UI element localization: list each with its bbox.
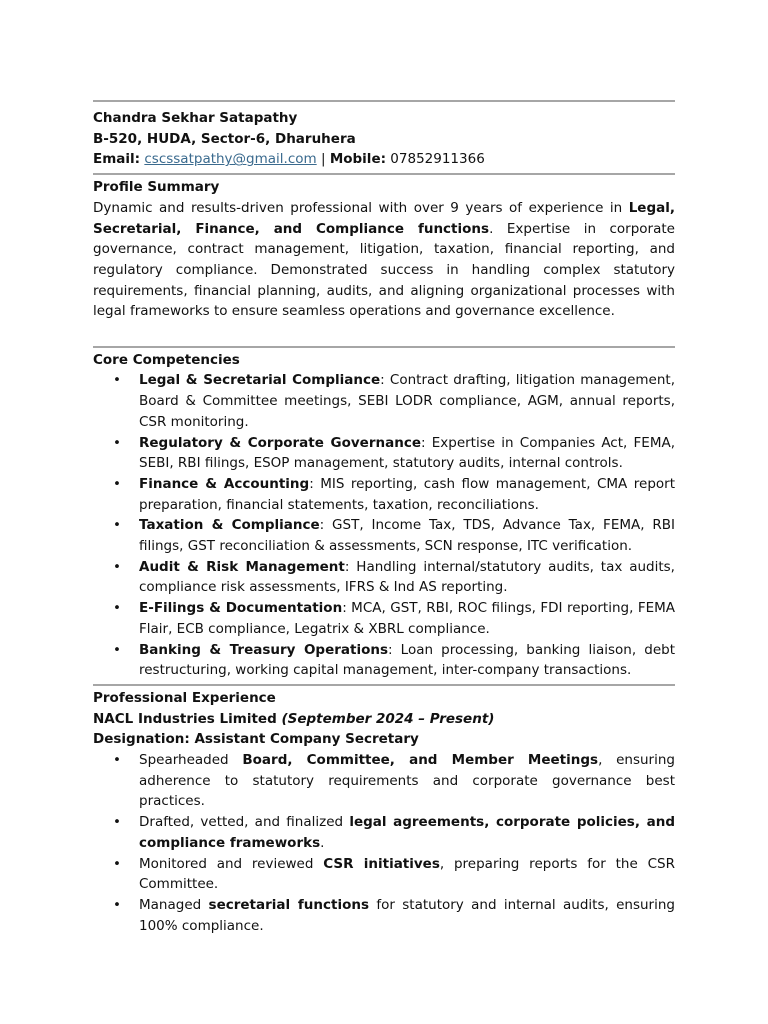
bullet-icon: • bbox=[113, 517, 121, 534]
professional-experience-heading: Professional Experience bbox=[93, 689, 276, 706]
bullet-icon: • bbox=[113, 855, 121, 872]
competency-text: : MCA, GST, RBI, ROC filings, FDI reporting, FEMA Flair, ECB compliance, Legatrix & XBRL compliance. bbox=[139, 600, 675, 637]
competency-text: : Loan processing, banking liaison, debt restructuring, working capital management, inter-company transactions. bbox=[139, 641, 675, 679]
bullet-icon: • bbox=[113, 814, 121, 831]
profile-text-part: . Expertise in corporate governance, contract management, litigation, taxation, financial reporting, and regulatory compliance. Demonstrated success in handling complex statutory requirements, financial planning, audits, and aligning organizational processes with legal frameworks to ensure seamless operations and governance excellence. bbox=[93, 220, 675, 320]
competency-title: Finance & Accounting bbox=[139, 475, 310, 492]
experience-text-bold: Board, Committee, and Member Meetings bbox=[242, 752, 599, 769]
email-link[interactable]: cscssatpathy@gmail.com bbox=[144, 151, 317, 168]
profile-summary-section bbox=[93, 177, 675, 322]
competency-title: Banking & Treasury Operations bbox=[139, 641, 389, 658]
experience-text: , ensuring adherence to statutory requirements and corporate governance best practices. bbox=[139, 752, 675, 810]
experience-text: Drafted, vetted, and finalized bbox=[139, 814, 350, 831]
bullet-icon: • bbox=[113, 752, 121, 769]
competency-title: Audit & Risk Management bbox=[139, 558, 345, 575]
divider bbox=[93, 346, 675, 348]
bullet-icon: • bbox=[113, 641, 121, 658]
list-item bbox=[93, 812, 675, 853]
profile-summary-text bbox=[93, 198, 675, 322]
divider bbox=[93, 100, 675, 102]
experience-text: Managed bbox=[139, 897, 209, 913]
experience-text: for statutory and internal audits, ensuring 100% compliance. bbox=[139, 897, 675, 934]
competency-title: Legal & Secretarial Compliance bbox=[139, 372, 381, 389]
core-competencies-section bbox=[93, 350, 675, 681]
list-item bbox=[93, 557, 675, 598]
bullet-icon: • bbox=[113, 897, 121, 913]
email-label: Email: bbox=[93, 151, 141, 168]
mobile-label: Mobile: bbox=[329, 151, 386, 168]
contact-line bbox=[93, 149, 675, 170]
company-name: NACL Industries Limited bbox=[93, 710, 282, 727]
professional-experience-section bbox=[93, 688, 675, 936]
divider bbox=[93, 684, 675, 686]
profile-text-bold: Legal, Secretarial, Finance, and Compliance functions bbox=[93, 199, 675, 237]
bullet-icon: • bbox=[113, 372, 121, 389]
experience-list bbox=[93, 750, 675, 936]
experience-text-bold: CSR initiatives bbox=[323, 855, 440, 872]
competency-title: Regulatory & Corporate Governance bbox=[139, 434, 421, 451]
list-item bbox=[93, 895, 675, 936]
employment-period: (September 2024 – Present) bbox=[281, 710, 495, 727]
experience-text: . bbox=[320, 834, 325, 851]
list-item bbox=[93, 433, 675, 474]
experience-text: Monitored and reviewed bbox=[139, 855, 324, 872]
resume-content bbox=[93, 100, 675, 936]
competency-text: : Handling internal/statutory audits, tax audits, compliance risk assessments, IFRS & Ind AS reporting. bbox=[139, 558, 675, 596]
experience-text: Spearheaded bbox=[139, 752, 243, 769]
list-item bbox=[93, 370, 675, 432]
profile-text-part: Dynamic and results-driven professional with over 9 years of experience in bbox=[93, 199, 629, 216]
mobile-number: 07852911366 bbox=[390, 151, 485, 168]
competency-text: : MIS reporting, cash flow management, CMA report preparation, financial statements, taxation, reconciliations. bbox=[139, 475, 675, 513]
competency-text: : Contract drafting, litigation management, Board & Committee meetings, SEBI LODR compliance, AGM, annual reports, CSR monitoring. bbox=[139, 372, 675, 430]
bullet-icon: • bbox=[113, 475, 121, 492]
candidate-address: B-520, HUDA, Sector-6, Dharuhera bbox=[93, 130, 356, 147]
competency-title: E-Filings & Documentation bbox=[139, 600, 343, 617]
list-item bbox=[93, 598, 675, 639]
experience-text-bold: legal agreements, corporate policies, and compliance frameworks bbox=[139, 814, 675, 851]
experience-text-bold: secretarial functions bbox=[208, 897, 369, 913]
core-competencies-heading: Core Competencies bbox=[93, 351, 240, 368]
bullet-icon: • bbox=[113, 600, 121, 617]
company-line bbox=[93, 709, 675, 730]
list-item bbox=[93, 640, 675, 681]
contact-separator: | bbox=[316, 151, 330, 168]
candidate-name: Chandra Sekhar Satapathy bbox=[93, 110, 298, 126]
experience-text: , preparing reports for the CSR Committee. bbox=[139, 855, 675, 893]
competency-text: : Expertise in Companies Act, FEMA, SEBI, RBI filings, ESOP management, statutory audits, internal controls. bbox=[139, 434, 675, 472]
designation: Designation: Assistant Company Secretary bbox=[93, 731, 419, 748]
list-item bbox=[93, 515, 675, 556]
bullet-icon: • bbox=[113, 558, 121, 575]
divider bbox=[93, 173, 675, 175]
contact-header bbox=[93, 108, 675, 170]
list-item bbox=[93, 750, 675, 812]
competency-text: : GST, Income Tax, TDS, Advance Tax, FEMA, RBI filings, GST reconciliation & assessments, SCN response, ITC verification. bbox=[139, 517, 675, 555]
competency-title: Taxation & Compliance bbox=[139, 517, 320, 534]
list-item bbox=[93, 474, 675, 515]
list-item bbox=[93, 854, 675, 895]
competency-list bbox=[93, 370, 675, 681]
profile-summary-heading: Profile Summary bbox=[93, 179, 220, 196]
bullet-icon: • bbox=[113, 434, 121, 451]
spacer bbox=[93, 322, 675, 343]
